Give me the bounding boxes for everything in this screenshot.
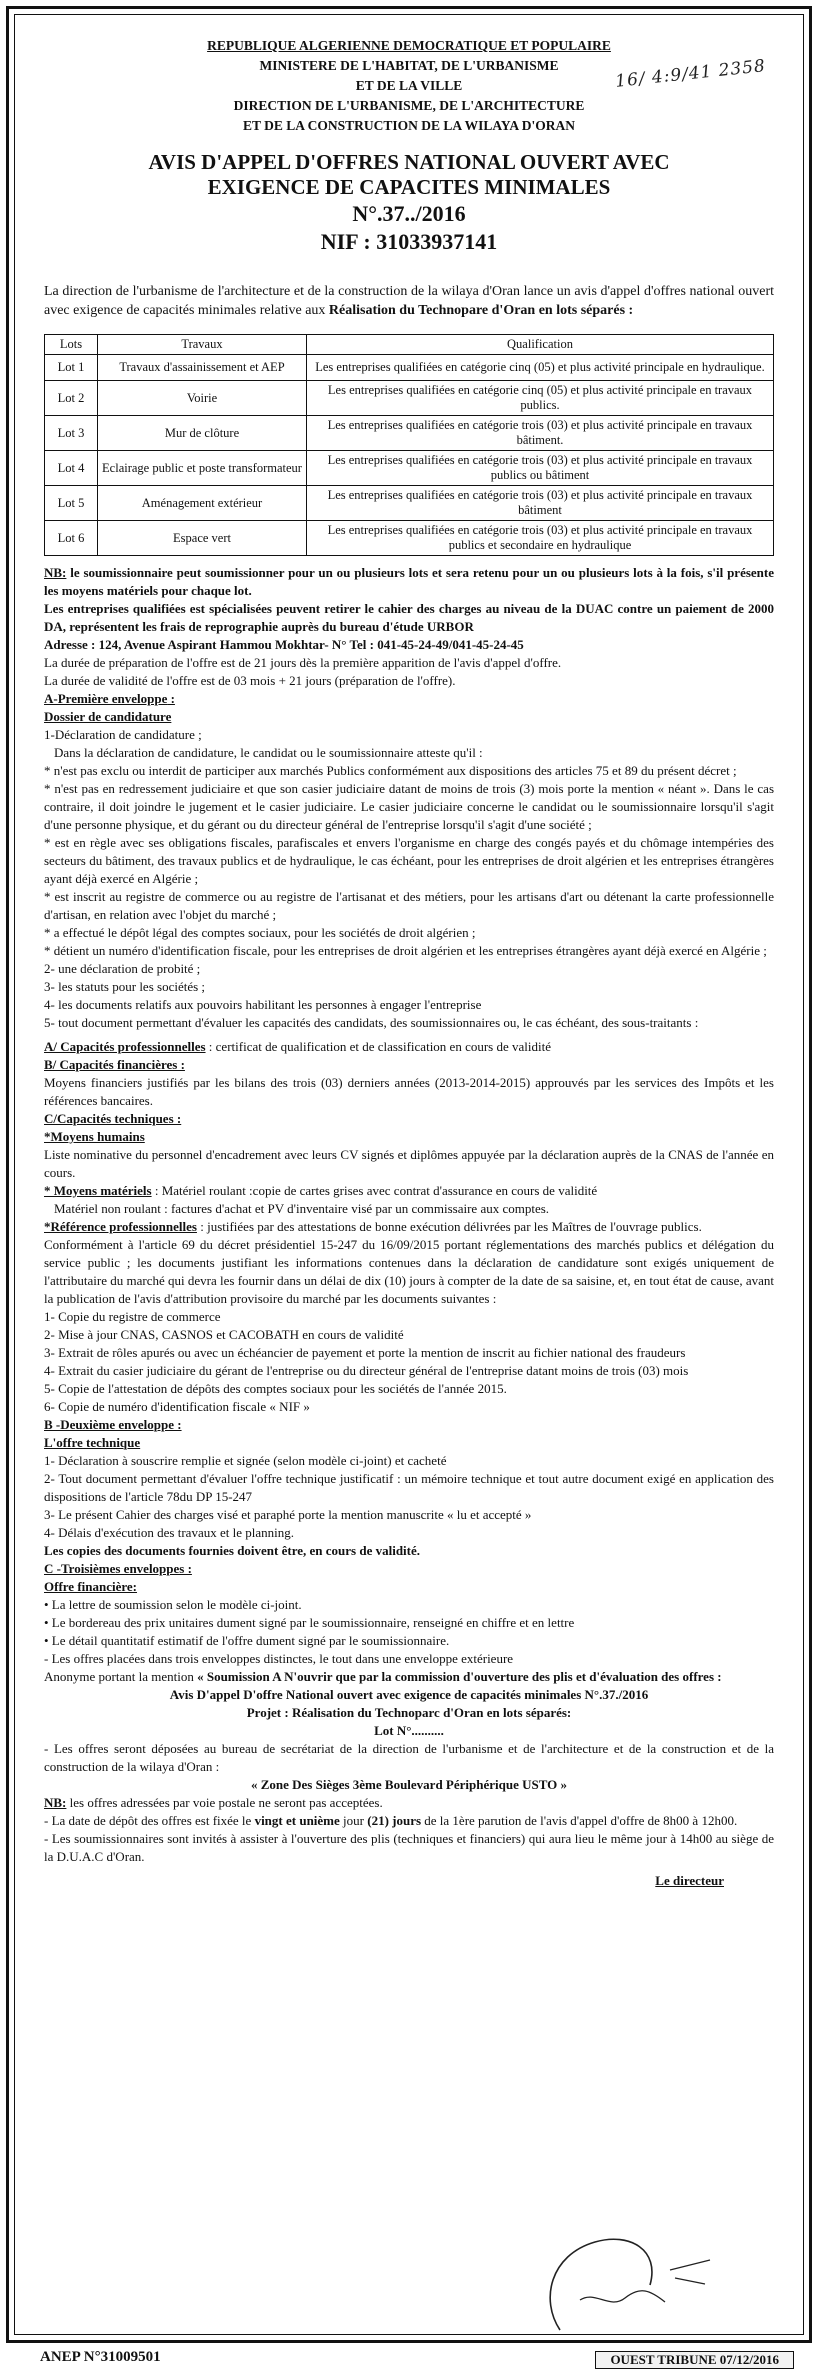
references-label: *Référence professionnelles [44, 1219, 197, 1234]
nb2-text: les offres adressées par voie postale ne seront pas acceptées. [66, 1795, 383, 1810]
fin-1: • La lettre de soumission selon le modèle ci-joint. [44, 1597, 302, 1612]
table-row [45, 381, 774, 416]
cap-pro [44, 1038, 774, 1056]
lot-number-line: Lot N°.......... [374, 1723, 444, 1738]
intro-text: La direction de l'urbanisme de l'architecture et de la construction de la wilaya d'Oran lance un avis d'appel d'offres national ouvert avec exigence de capacités minimales relative aux [44, 284, 774, 318]
header-lots: Lots [45, 335, 98, 355]
lots-table [44, 334, 774, 556]
date-depot-bold2: (21) jours [367, 1813, 422, 1828]
lot-cell: Lot 6 [45, 521, 98, 556]
doc-5: 5- Copie de l'attestation de dépôts des comptes sociaux pour les sociétés de l'année 2015. [44, 1381, 507, 1396]
table-header-row [45, 335, 774, 355]
conformement: Conformément à l'article 69 du décret présidentiel 15-247 du 16/09/2015 portant réglementations des marchés publics et délégation du service public ; les documents justifiant les informations contenues dans la déclaration de candidature sont exigés uniquement de l'attributaire du marché qui devra les fournir dans un délai de dix (10) jours à compter de la date de sa saisine, et, en tout état de cause, avant la publication de l'avis d'attribution provisoire du marché par les documents suivantes : [44, 1237, 774, 1306]
table-row [45, 451, 774, 486]
tech-3: 3- Le présent Cahier des charges visé et paraphé porte la mention manuscrite « lu et accepté » [44, 1507, 532, 1522]
date-depot-mid: jour [339, 1813, 368, 1828]
notice-body [44, 564, 774, 1890]
qualification-cell: Les entreprises qualifiées en catégorie trois (03) et plus activité principale en travaux bâtiment [307, 486, 774, 521]
handwritten-reference: 16/ 4:9/41 2358 [614, 56, 767, 92]
item-fiscal: * est en règle avec ses obligations fiscales, parafiscales et envers l'organisme en charge des congés payés et du chômage intempéries des secteurs du bâtiment, des travaux publics et de hydraulique, le cas échéant, pour les entreprises de droit algérien et les entreprises étrangères ayant déjà exercé en Algérie ; [44, 835, 774, 886]
date-depot-start: - La date de dépôt des offres est fixée le [44, 1813, 255, 1828]
header-qualification: Qualification [307, 335, 774, 355]
intro-end: : [625, 303, 634, 318]
moyens-materiels-label: * Moyens matériels [44, 1183, 152, 1198]
travaux-cell: Aménagement extérieur [98, 486, 307, 521]
header-direction-2: ET DE LA CONSTRUCTION DE LA WILAYA D'ORAN [243, 118, 575, 133]
tech-4: 4- Délais d'exécution des travaux et le planning. [44, 1525, 294, 1540]
table-row [45, 521, 774, 556]
item-nif: * détient un numéro d'identification fiscale, pour les entreprises de droit algérien et les entreprises étrangères ayant déjà exercé en Algérie ; [44, 943, 767, 958]
notice-title [44, 150, 774, 200]
item-statuts: 3- les statuts pour les sociétés ; [44, 979, 206, 994]
qualification-cell: Les entreprises qualifiées en catégorie trois (03) et plus activité principale en travaux publics et secondaire en hydraulique [307, 521, 774, 556]
dossier-candidature: Dossier de candidature [44, 709, 172, 724]
header-block [44, 36, 774, 136]
offre-financiere-label: Offre financière: [44, 1579, 138, 1594]
avis-line: Avis D'appel D'offre National ouvert avec exigence de capacités minimales N°.37./2016 [169, 1687, 649, 1702]
anonyme-start: Anonyme portant la mention [44, 1669, 198, 1684]
travaux-cell: Travaux d'assainissement et AEP [98, 355, 307, 381]
cap-tech-label: C/Capacités techniques : [44, 1111, 182, 1126]
qualification-cell: Les entreprises qualifiées en catégorie cinq (05) et plus activité principale en travaux publics. [307, 381, 774, 416]
page-footer [0, 2349, 824, 2371]
references-text: : justifiées par des attestations de bonne exécution délivrées par les Maîtres de l'ouvrage publics. [196, 1219, 702, 1234]
item-registre: * est inscrit au registre de commerce ou au registre de l'artisanat et des métiers, pour les artisans d'art ou détenant la carte professionnelle d'artisan, en relation avec l'objet du marché ; [44, 889, 774, 922]
nb-paragraph [44, 564, 774, 600]
doc-3: 3- Extrait de rôles apurés ou avec un échéancier de payement et porte la mention de inscrit au fichier national des fraudeurs [44, 1345, 686, 1360]
doc-6: 6- Copie de numéro d'identification fiscale « NIF » [44, 1399, 310, 1414]
address-line: Adresse : 124, Avenue Aspirant Hammou Mokhtar- N° Tel : 041-45-24-49/041-45-24-45 [44, 637, 524, 652]
doc-2: 2- Mise à jour CNAS, CASNOS et CACOBATH en cours de validité [44, 1327, 404, 1342]
section-troisiemes-enveloppes: C -Troisièmes enveloppes : [44, 1561, 192, 1576]
qualification-cell: Les entreprises qualifiées en catégorie trois (03) et plus activité principale en travaux publics ou bâtiment [307, 451, 774, 486]
cahier-paragraph: Les entreprises qualifiées est spécialisées peuvent retirer le cahier des charges au niveau de la DUAC contre un paiement de 2000 DA, représentent les frais de reprographie auprès du bureau d'étude URBOR [44, 601, 774, 634]
moyens-materiels [44, 1182, 774, 1200]
nb-postal [44, 1794, 774, 1812]
item-atteste: Dans la déclaration de candidature, le candidat ou le soumissionnaire atteste qu'il : [54, 745, 483, 760]
item-probite: 2- une déclaration de probité ; [44, 961, 201, 976]
moyens-humains-label: *Moyens humains [44, 1129, 145, 1144]
fin-4: - Les offres placées dans trois enveloppes distinctes, le tout dans une enveloppe extérieure [44, 1651, 514, 1666]
section-deuxieme-enveloppe: B -Deuxième enveloppe : [44, 1417, 182, 1432]
item-depot-legal: * a effectué le dépôt légal des comptes sociaux, pour les sociétés de droit algérien ; [44, 925, 476, 940]
invites-paragraph: - Les soumissionnaires sont invités à assister à l'ouverture des plis (techniques et financiers) qui aura lieu le même jour à 14h00 au siège de la D.U.A.C d'Oran. [44, 1831, 774, 1864]
nb-text: le soumissionnaire peut soumissionner pour un ou plusieurs lots et sera retenu pour un ou plusieurs lots à la fois, s'il présente les moyens matériels pour chaque lot. [44, 565, 774, 598]
cap-pro-text: : certificat de qualification et de classification en cours de validité [205, 1039, 551, 1054]
header-direction: DIRECTION DE L'URBANISME, DE L'ARCHITECTURE [233, 98, 585, 113]
cap-pro-label: A/ Capacités professionnelles [44, 1039, 206, 1054]
cap-fin-label: B/ Capacités financières : [44, 1057, 185, 1072]
lot-cell: Lot 3 [45, 416, 98, 451]
signature-stamp [520, 2230, 780, 2340]
notice-nif: NIF : 31033937141 [320, 229, 498, 254]
tech-1: 1- Déclaration à souscrire remplie et signée (selon modèle ci-joint) et cacheté [44, 1453, 447, 1468]
travaux-cell: Espace vert [98, 521, 307, 556]
header-republic: REPUBLIQUE ALGERIENNE DEMOCRATIQUE ET POPULAIRE [207, 38, 611, 53]
item-exclu: * n'est pas exclu ou interdit de participer aux marchés Publics conformément aux dispositions des articles 75 et 89 du présent décret ; [44, 763, 737, 778]
moyens-materiels-text: : Matériel roulant :copie de cartes grises avec contrat d'assurance en cours de validité [151, 1183, 598, 1198]
date-depot-bold: vingt et unième [254, 1813, 340, 1828]
lot-cell: Lot 4 [45, 451, 98, 486]
notice-number: N°.37../2016 [352, 201, 466, 226]
fin-3: • Le détail quantitatif estimatif de l'offre dument signé par le soumissionnaire. [44, 1633, 450, 1648]
intro-project: Réalisation du Technopare d'Oran en lots séparés [328, 303, 626, 318]
lot-cell: Lot 5 [45, 486, 98, 521]
date-depot-end: de la 1ère parution de l'avis d'appel d'offre de 8h00 à 12h00. [421, 1813, 738, 1828]
title-line-2: EXIGENCE DE CAPACITES MINIMALES [207, 175, 611, 199]
copies-note: Les copies des documents fournies doivent être, en cours de validité. [44, 1543, 421, 1558]
title-line-1: AVIS D'APPEL D'OFFRES NATIONAL OUVERT AVEC [148, 150, 670, 174]
item-pouvoirs: 4- les documents relatifs aux pouvoirs habilitant les personnes à engager l'entreprise [44, 997, 482, 1012]
header-travaux: Travaux [98, 335, 307, 355]
moyens-humains-text: Liste nominative du personnel d'encadrement avec leurs CV signés et diplômes appuyée par la déclaration auprès de la CNAS de l'année en cours. [44, 1147, 774, 1180]
date-depot [44, 1812, 774, 1830]
lot-cell: Lot 1 [45, 355, 98, 381]
travaux-cell: Eclairage public et poste transformateur [98, 451, 307, 486]
table-row [45, 416, 774, 451]
nb-label: NB: [44, 565, 67, 580]
header-ministry-2: ET DE LA VILLE [355, 78, 463, 93]
projet-line: Projet : Réalisation du Technoparc d'Oran en lots séparés: [246, 1705, 572, 1720]
anonyme-mention [44, 1668, 774, 1686]
qualification-cell: Les entreprises qualifiées en catégorie cinq (05) et plus activité principale en hydraulique. [307, 355, 774, 381]
section-premiere-enveloppe: A-Première enveloppe : [44, 691, 175, 706]
depot-paragraph: - Les offres seront déposées au bureau de secrétariat de la direction de l'urbanisme et de l'architecture et de la construction et de la construction de la wilaya d'Oran : [44, 1741, 774, 1774]
table-row [45, 355, 774, 381]
anep-reference: ANEP N°31009501 [40, 2349, 161, 2365]
item-redressement: * n'est pas en redressement judiciaire et que son casier judiciaire datant de moins de trois (3) mois porte la mention « néant ». Dans le cas contraire, il doit joindre le jugement et le casier judiciaire. Le casier judiciaire concerne le candidat ou le soumissionnaire lorsqu'il s'agit d'une personne physique, et du gérant ou du directeur général de l'entreprise lorsqu'il s'agit d'une société ; [44, 781, 774, 832]
travaux-cell: Mur de clôture [98, 416, 307, 451]
journal-name: OUEST TRIBUNE 07/12/2016 [595, 2351, 794, 2369]
duree-preparation: La durée de préparation de l'offre est de 21 jours dès la première apparition de l'avis d'appel d'offre. [44, 655, 562, 670]
moyens-materiels-text-2: Matériel non roulant : factures d'achat et PV d'inventaire visé par un commissaire aux comptes. [54, 1201, 550, 1216]
section-a-label: A-Première enveloppe [44, 691, 168, 706]
signatory: Le directeur [655, 1873, 724, 1888]
anonyme-bold: « Soumission A N'ouvrir que par la commission d'ouverture des plis et d'évaluation des offres : [197, 1669, 722, 1684]
lot-cell: Lot 2 [45, 381, 98, 416]
tech-2: 2- Tout document permettant d'évaluer l'offre technique justificatif : un mémoire technique et tout autre document exigé en application des dispositions de l'article 78du DP 15-247 [44, 1471, 774, 1504]
intro-paragraph [44, 282, 774, 320]
header-ministry: MINISTERE DE L'HABITAT, DE L'URBANISME [259, 58, 559, 73]
item-declaration: 1-Déclaration de candidature ; [44, 727, 202, 742]
offre-technique-label: L'offre technique [44, 1435, 141, 1450]
qualification-cell: Les entreprises qualifiées en catégorie trois (03) et plus activité principale en travaux bâtiment. [307, 416, 774, 451]
travaux-cell: Voirie [98, 381, 307, 416]
doc-4: 4- Extrait du casier judiciaire du gérant de l'entreprise ou du directeur général de l'entreprise datant moins de trois (03) mois [44, 1363, 689, 1378]
notice-content [44, 36, 774, 1890]
duree-validite: La durée de validité de l'offre est de 03 mois + 21 jours (préparation de l'offre). [44, 673, 456, 688]
cap-fin-text: Moyens financiers justifiés par les bilans des trois (03) derniers années (2013-2014-2015) approuvés par les services des Impôts et les références bancaires. [44, 1075, 774, 1108]
nb2-label: NB: [44, 1795, 67, 1810]
doc-1: 1- Copie du registre de commerce [44, 1309, 221, 1324]
zone-address: « Zone Des Sièges 3ème Boulevard Périphérique USTO » [250, 1777, 568, 1792]
references [44, 1218, 774, 1236]
fin-2: • Le bordereau des prix unitaires dument signé par le soumissionnaire, renseigné en chiffre et en lettre [44, 1615, 575, 1630]
item-capacites: 5- tout document permettant d'évaluer les capacités des candidats, des soumissionnaires ou, le cas échéant, des sous-traitants : [44, 1015, 699, 1030]
table-row [45, 486, 774, 521]
